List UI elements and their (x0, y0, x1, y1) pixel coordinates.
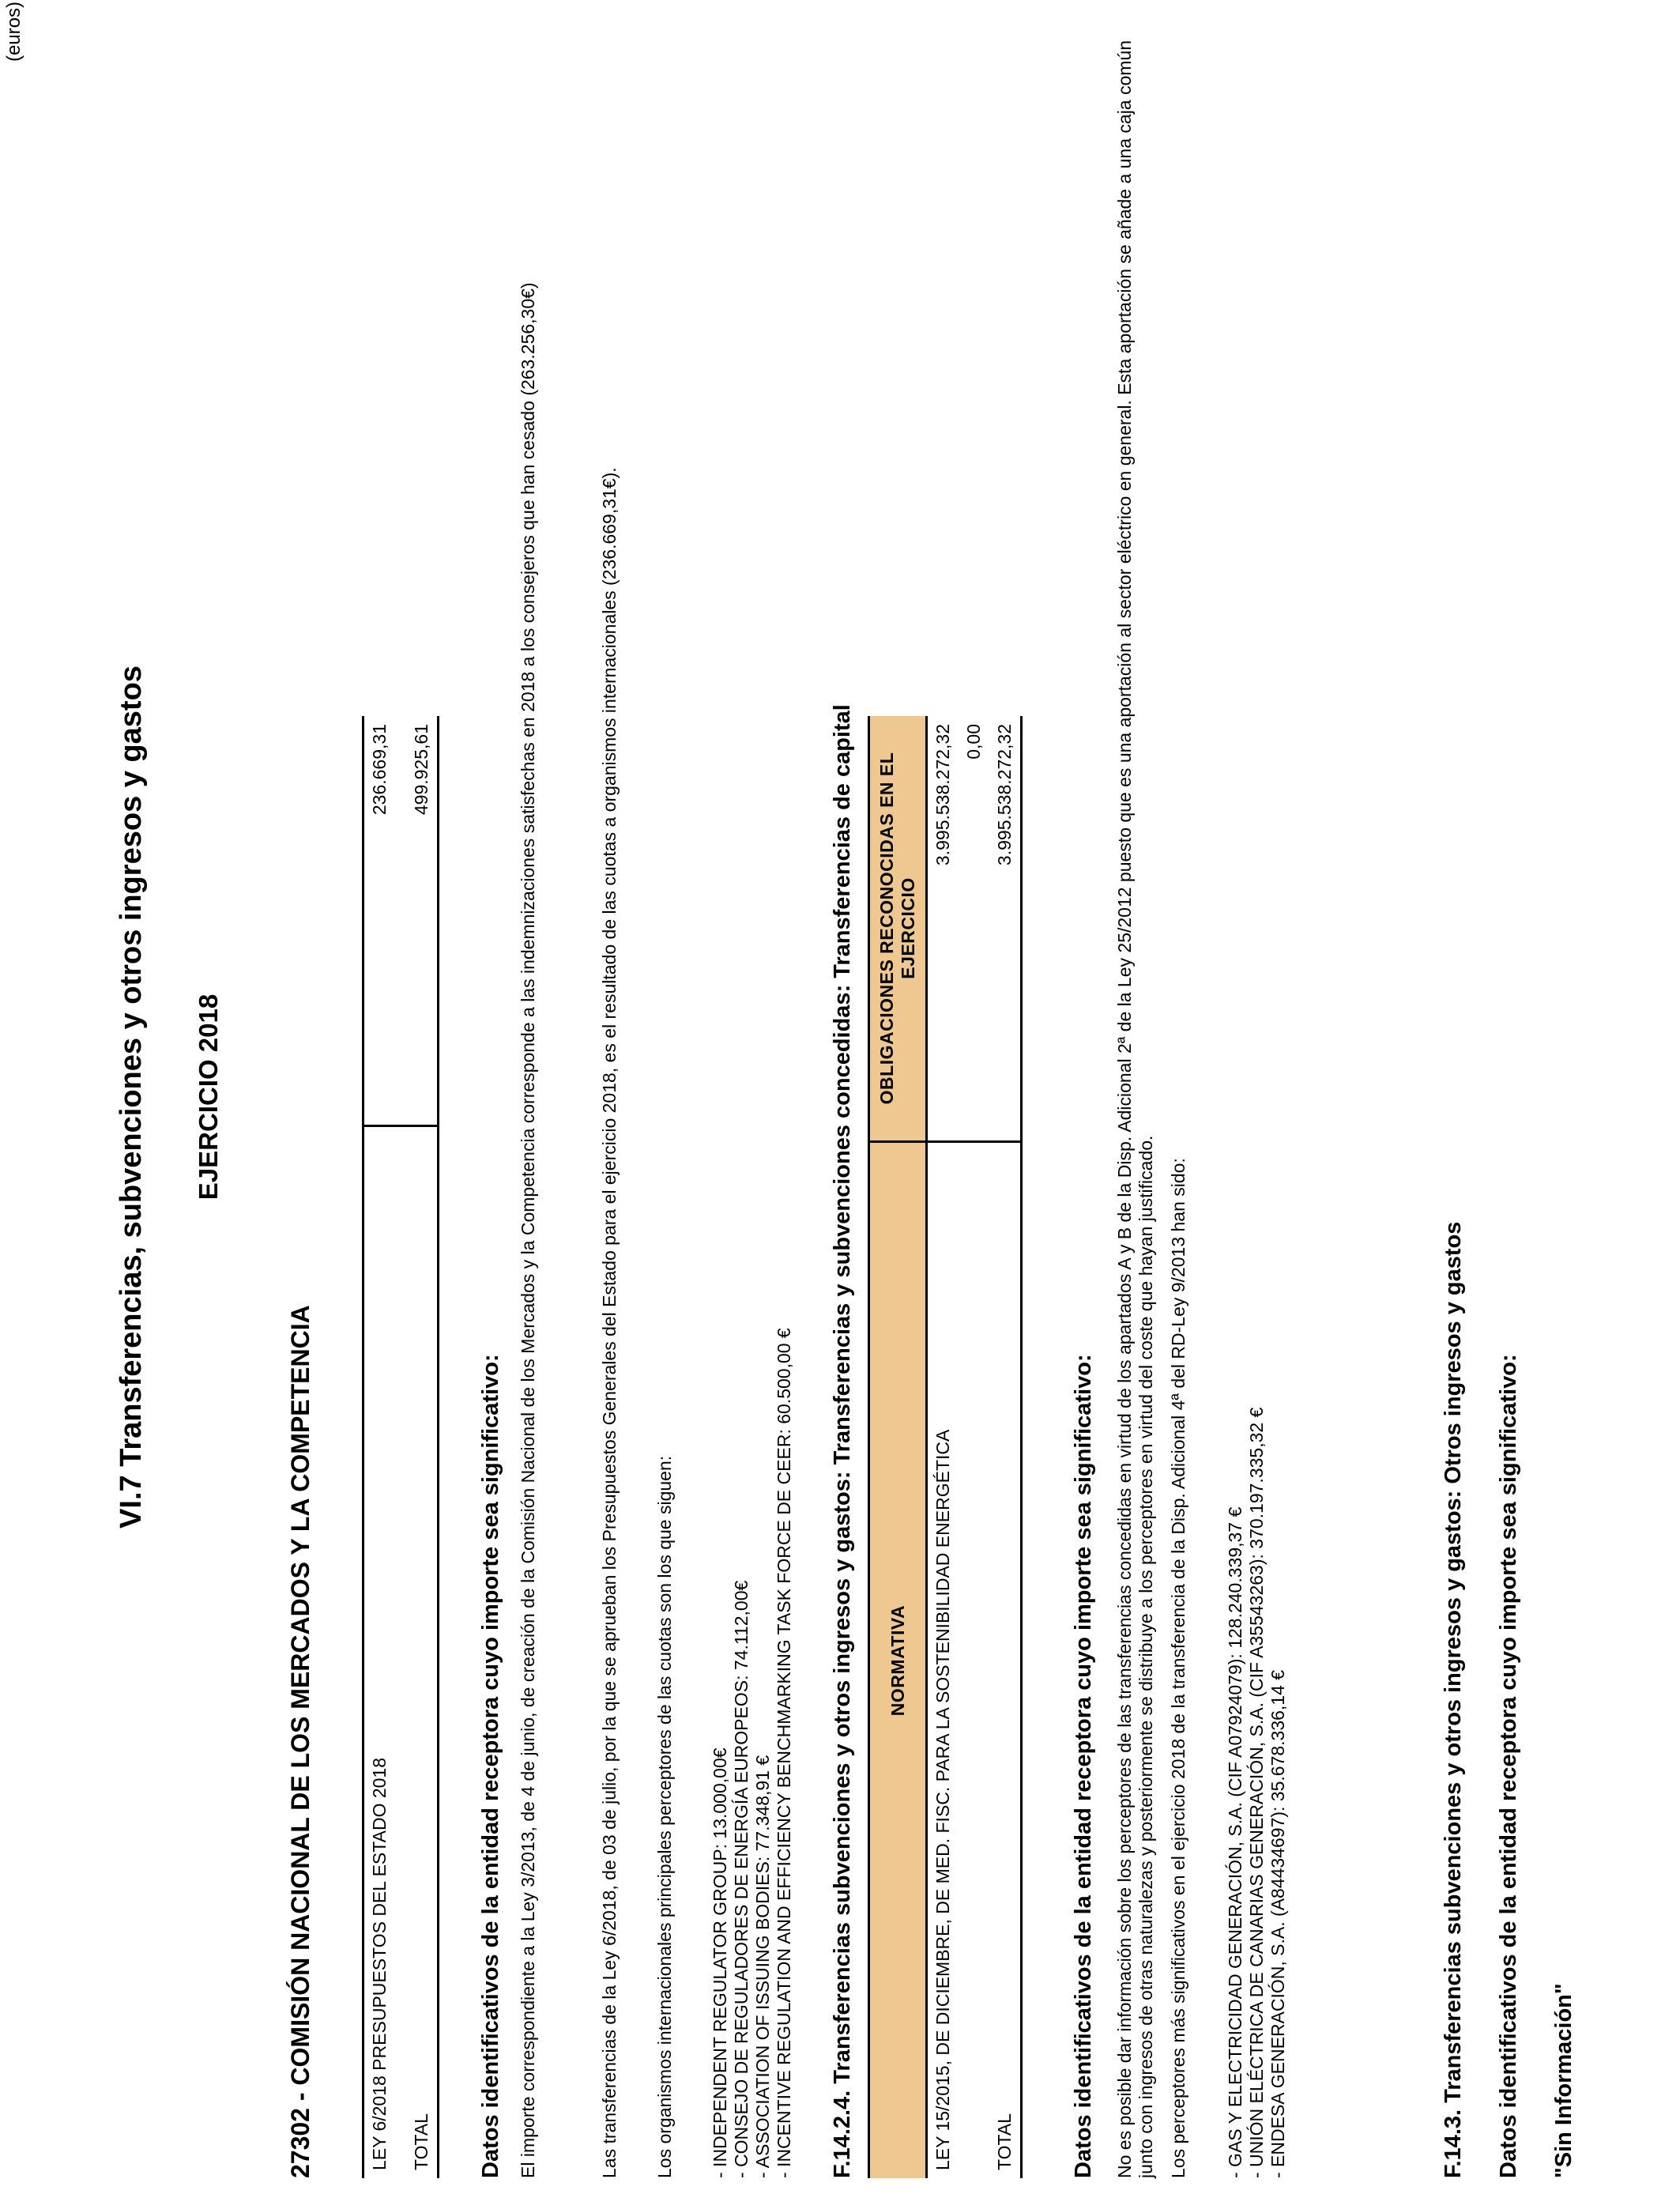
row-value: 499.925,61 (406, 716, 439, 1126)
row-value: 0,00 (959, 716, 989, 1142)
row-value: 3.995.538.272,32 (989, 716, 1022, 1142)
paragraph: No es posible dar información sobre los perceptores de las transferencias concedidas en virtud de los apartados A y B de la Disp. Adicional 2ª de la Ley 25/2012 puesto que es una aportación al sector eléctrico en general. Esta aportación se añade a una caja común junto con ingresos de otras naturalezas y posteriormente se distribuye a los perceptores en virtud del coste que hayan justificado. (1114, 40, 1156, 2178)
list-item: - ENDESA GENERACIÓN, S.A. (A84434697): 35.678.336,14 € (1268, 1408, 1289, 2178)
row-label: LEY 15/2015, DE DICIEMBRE, DE MED. FISC. PARA LA SOSTENIBILIDAD ENERGÉTICA (932, 1429, 953, 2170)
receiver-heading: Datos identificativos de la entidad receptora cuyo importe sea significativo: (478, 1354, 503, 2178)
column-header-obligaciones: OBLIGACIONES RECONOCIDAS EN EL EJERCICIO (869, 716, 927, 1142)
paragraph: Las transferencias de la Ley 6/2018, de 03 de julio, por la que se aprueban los Presupuestos Generales del Estado para el ejercicio 2018, es el resultado de las cuotas a organismos internacionales (236.669,31€). (599, 467, 620, 2178)
capital-transfers-table (868, 716, 1023, 2178)
row-label: TOTAL (406, 1126, 439, 2179)
section-title: F.14.2.4. Transferencias subvenciones y otros ingresos y gastos: Transferencias y subvenciones concedidas: Transferencias de capital (830, 704, 855, 2178)
paragraph: El importe correspondiente a la Ley 3/2013, de 4 de junio, de creación de la Comisión Nacional de los Mercados y la Competencia corresponde a las indemnizaciones satisfechas en 2018 a los consejeros que han cesado (263.256,30€) (518, 282, 538, 2178)
row-label (959, 1142, 989, 2179)
no-information-note: "Sin Información" (1551, 1983, 1576, 2178)
recipients-list (1225, 1408, 1289, 2178)
receiver-heading: Datos identificativos de la entidad receptora cuyo importe sea significativo: (1071, 1354, 1096, 2178)
row-value: 3.995.538.272,32 (927, 716, 959, 1142)
list-item: - INDEPENDENT REGULATOR GROUP: 13.000,00€ (710, 1328, 731, 2178)
paragraph: Los perceptores más significativos en el ejercicio 2018 de la transferencia de la Disp. Adicional 4ª del RD-Ley 9/2013 han sido: (1168, 1158, 1188, 2178)
exercise-heading: EJERCICIO 2018 (194, 993, 223, 1201)
column-header-normativa: NORMATIVA (869, 1142, 927, 2179)
paragraph: Los organismos internacionales principales perceptores de las cuotas son los que siguen: (654, 1455, 675, 2178)
transfers-table (362, 716, 439, 2178)
list-item: - GAS Y ELECTRICIDAD GENERACIÓN, S.A. (CIF A07924079): 128.240.339,37 € (1225, 1408, 1246, 2178)
table-row (927, 716, 959, 2178)
list-item: - UNIÓN ELÉCTRICA DE CANARIAS GENERACIÓN, S.A. (CIF A35543263): 370.197.335,32 € (1246, 1408, 1268, 2178)
table-row-total (989, 716, 1022, 2178)
row-label: LEY 6/2018 PRESUPUESTOS DEL ESTADO 2018 (363, 1126, 396, 2179)
table-row (959, 716, 989, 2178)
list-item: - CONSEJO DE REGULADORES DE ENERGÍA EUROPEOS: 74.112,00€ (731, 1328, 752, 2178)
page-title: VI.7 Transferencias, subvenciones y otros ingresos y gastos (115, 665, 148, 1529)
receiver-heading: Datos identificativos de la entidad receptora cuyo importe sea significativo: (1496, 1354, 1521, 2178)
table-row (363, 716, 396, 2178)
recipients-list (710, 1328, 795, 2178)
table-row-total (406, 716, 439, 2178)
row-label: TOTAL (989, 1142, 1022, 2179)
table-header (869, 716, 927, 2178)
entity-title: 27302 - COMISIÓN NACIONAL DE LOS MERCADOS Y LA COMPETENCIA (286, 1305, 315, 2178)
row-value: 236.669,31 (363, 716, 396, 1126)
section-title: F.14.3. Transferencias subvenciones y otros ingresos y gastos: Otros ingresos y gastos (1441, 1221, 1466, 2178)
list-item: - ASSOCIATION OF ISSUING BODIES: 77.348,91 € (752, 1328, 774, 2178)
list-item: - INCENTIVE REGULATION AND EFFICIENCY BENCHMARKING TASK FORCE DE CEER: 60.500,00 € (774, 1328, 795, 2178)
units-label: (euros) (3, 2, 24, 62)
